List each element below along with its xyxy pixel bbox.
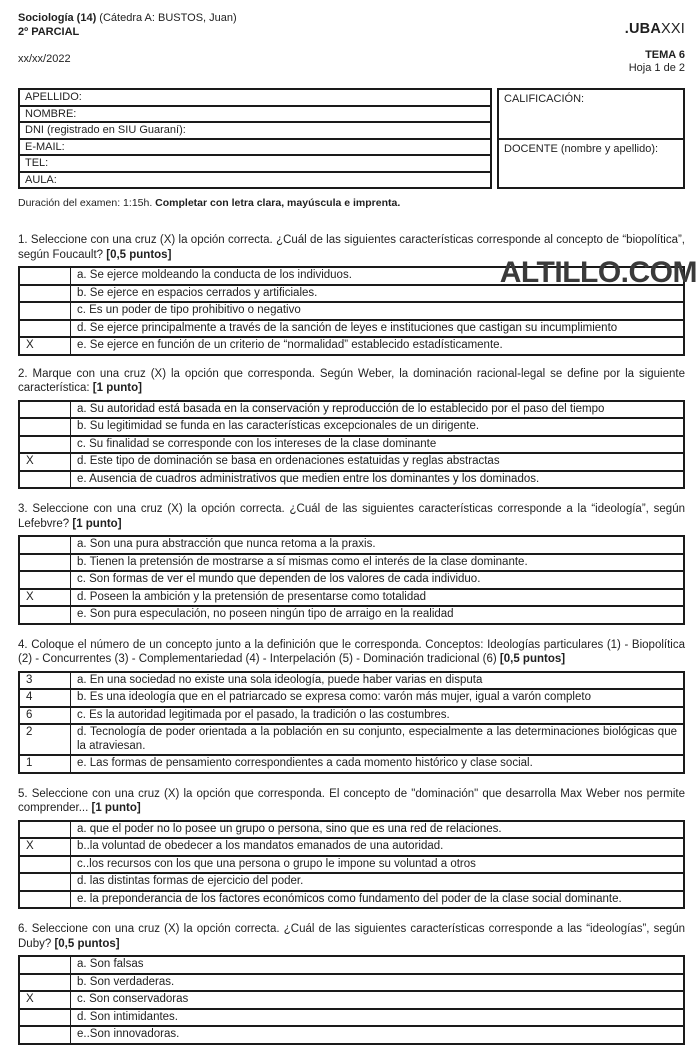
question-4-text: [18, 638, 685, 667]
mark-cell: [19, 606, 71, 624]
mark-cell: [19, 974, 71, 992]
answer-row: [19, 589, 684, 607]
header: [18, 12, 685, 75]
answer-row: [19, 554, 684, 572]
mark-cell: X: [19, 838, 71, 856]
mark-cell: [19, 571, 71, 589]
uba-xxi-logo: [625, 21, 685, 37]
question-6-answer-table: [18, 955, 685, 1045]
exam-type: 2º PARCIAL: [18, 25, 80, 38]
option-cell: d. Poseen la ambición y la pretensión de presentarse como totalidad: [71, 589, 685, 607]
answer-row: [19, 707, 684, 725]
answer-row: [19, 891, 684, 909]
option-cell: e..Son innovadoras.: [71, 1026, 685, 1044]
mark-cell: [19, 302, 71, 320]
option-cell: d. Tecnología de poder orientada a la población en su conjunto, especialmente a las determinaciones biológicas que la atraviesan.: [71, 724, 685, 755]
header-right: [625, 12, 685, 75]
option-cell: d. Este tipo de dominación se basa en ordenaciones estatuidas y reglas abstractas: [71, 453, 685, 471]
question-3-statement: 3. Seleccione con una cruz (X) la opción correcta. ¿Cuál de las siguientes características corresponde a la “ideología”, según Lefebvre?: [18, 503, 685, 530]
question-6-text: [18, 922, 685, 951]
answer-row: [19, 974, 684, 992]
answer-row: [19, 1009, 684, 1027]
exam-instructions: [18, 197, 685, 209]
answer-row: [19, 571, 684, 589]
question-1-points: [0,5 puntos]: [106, 248, 172, 261]
option-cell: a. Su autoridad está basada en la conservación y reproducción de lo establecido por el paso del tiempo: [71, 401, 685, 419]
answer-row: [19, 956, 684, 974]
answer-row: [19, 821, 684, 839]
option-cell: c. Es un poder de tipo prohibitivo o negativo: [71, 302, 685, 320]
docente-cell: DOCENTE (nombre y apellido):: [504, 142, 659, 155]
mark-cell: X: [19, 337, 71, 355]
answer-row: [19, 838, 684, 856]
question-2-points: [1 punto]: [92, 382, 142, 394]
answer-row: [19, 606, 684, 624]
mark-cell: [19, 418, 71, 436]
mark-cell: [19, 1009, 71, 1027]
mark-cell: X: [19, 453, 71, 471]
option-cell: c..los recursos con los que una persona o grupo le impone su voluntad a otros: [71, 856, 685, 874]
mark-cell: X: [19, 589, 71, 607]
option-cell: c. Es la autoridad legitimada por el pasado, la tradición o las costumbres.: [71, 707, 685, 725]
option-cell: e. la preponderancia de los factores económicos como fundamento del poder de la clase social dominante.: [71, 891, 685, 909]
mark-cell: [19, 1026, 71, 1044]
calificacion-cell: CALIFICACIÓN:: [499, 90, 683, 140]
mark-cell: [19, 873, 71, 891]
answer-row: [19, 755, 684, 773]
option-cell: c. Son formas de ver el mundo que dependen de los valores de cada individuo.: [71, 571, 685, 589]
option-cell: a. Se ejerce moldeando la conducta de los individuos.: [71, 267, 685, 285]
form-field-aula: AULA:: [25, 173, 57, 186]
exam-date: xx/xx/2022: [18, 53, 71, 65]
mark-cell: 1: [19, 755, 71, 773]
question-2-answer-table: [18, 400, 685, 490]
mark-cell: [19, 436, 71, 454]
mark-cell: [19, 320, 71, 338]
student-form-right: [497, 88, 685, 189]
option-cell: e. Son pura especulación, no poseen ningún tipo de arraigo en la realidad: [71, 606, 685, 624]
mark-cell: 4: [19, 689, 71, 707]
sheet-number: Hoja 1 de 2: [628, 62, 685, 74]
question-6-points: [0,5 puntos]: [54, 937, 120, 950]
option-cell: b. Su legitimidad se funda en las características excepcionales de un dirigente.: [71, 418, 685, 436]
answer-row: [19, 873, 684, 891]
option-cell: a. En una sociedad no existe una sola ideología, puede haber varias en disputa: [71, 672, 685, 690]
answer-row: [19, 418, 684, 436]
option-cell: d. Son intimidantes.: [71, 1009, 685, 1027]
mark-cell: [19, 891, 71, 909]
mark-cell: [19, 401, 71, 419]
mark-cell: [19, 267, 71, 285]
mark-cell: 6: [19, 707, 71, 725]
option-cell: a. que el poder no lo posee un grupo o persona, sino que es una red de relaciones.: [71, 821, 685, 839]
student-form-left: [18, 88, 492, 189]
question-4-points: [0,5 puntos]: [499, 653, 566, 665]
form-field-dni: DNI (registrado en SIU Guaraní):: [20, 123, 490, 140]
course-title: [18, 12, 237, 26]
answer-row: [19, 453, 684, 471]
uba-logo-bold: .UBA: [624, 21, 662, 37]
instructions-bold-note: Completar con letra clara, mayúscula e imprenta.: [155, 197, 401, 209]
option-cell: c. Su finalidad se corresponde con los intereses de la clase dominante: [71, 436, 685, 454]
option-cell: b. Se ejerce en espacios cerrados y artificiales.: [71, 285, 685, 303]
question-2-statement: 2. Marque con una cruz (X) la opción que corresponda. Según Weber, la dominación racional-legal se define por la siguiente característica:: [18, 367, 685, 394]
mark-cell: [19, 956, 71, 974]
form-field-nombre: NOMBRE:: [20, 107, 490, 124]
mark-cell: 2: [19, 724, 71, 755]
answer-row: [19, 302, 684, 320]
course-name: Sociología (14): [18, 12, 97, 24]
option-cell: a. Son falsas: [71, 956, 685, 974]
question-5-text: [18, 787, 685, 816]
answer-row: [19, 991, 684, 1009]
question-3-points: [1 punto]: [72, 517, 122, 530]
form-field-apellido: APELLIDO:: [20, 90, 490, 107]
course-chair: (Cátedra A: BUSTOS, Juan): [96, 12, 237, 24]
question-6-statement: 6. Seleccione con una cruz (X) la opción correcta. ¿Cuál de las siguientes características corresponde a las “ideologías”, según Duby?: [18, 923, 685, 950]
mark-cell: X: [19, 991, 71, 1009]
option-cell: e. Las formas de pensamiento correspondientes a cada momento histórico y clase social.: [71, 755, 685, 773]
option-cell: e. Se ejerce en función de un criterio de “normalidad” establecido estadísticamente.: [71, 337, 685, 355]
option-cell: a. Son una pura abstracción que nunca retoma a la praxis.: [71, 536, 685, 554]
tema-label: TEMA 6: [645, 49, 685, 61]
form-field-email: E-MAIL:: [20, 140, 490, 157]
student-form: [18, 88, 685, 189]
header-left: [18, 12, 237, 67]
form-field-tel: TEL:: [20, 156, 490, 173]
question-1-statement: 1. Seleccione con una cruz (X) la opción correcta. ¿Cuál de las siguientes características corresponde al concepto de “biopolítica”, según Foucault?: [18, 234, 685, 261]
mark-cell: [19, 536, 71, 554]
question-3-answer-table: [18, 535, 685, 625]
option-cell: d. Se ejerce principalmente a través de la sanción de leyes e instituciones que castigan su incumplimiento: [71, 320, 685, 338]
option-cell: b. Es una ideología que en el patriarcado se expresa como: varón más mujer, igual a varón completo: [71, 689, 685, 707]
option-cell: e. Ausencia de cuadros administrativos que medien entre los dominantes y los dominados.: [71, 471, 685, 489]
answer-row: [19, 471, 684, 489]
mark-cell: [19, 471, 71, 489]
question-3-text: [18, 502, 685, 531]
option-cell: b..la voluntad de obedecer a los mandatos emanados de una autoridad.: [71, 838, 685, 856]
answer-row: [19, 689, 684, 707]
question-2-text: [18, 367, 685, 396]
answer-row: [19, 536, 684, 554]
question-4-statement: 4. Coloque el número de un concepto junto a la definición que le corresponda. Conceptos: Ideologías particulares (1) - Biopolítica (2) - Concurrentes (3) - Complementariedad (4) - Interpelación (5) - Dominación tradicional (6): [18, 638, 685, 665]
answer-row: [19, 724, 684, 755]
option-cell: b. Son verdaderas.: [71, 974, 685, 992]
mark-cell: [19, 856, 71, 874]
uba-logo-light: XXI: [661, 21, 685, 37]
answer-row: [19, 320, 684, 338]
question-4-answer-table: [18, 671, 685, 774]
answer-row: [19, 856, 684, 874]
question-5-answer-table: [18, 820, 685, 910]
question-5-points: [1 punto]: [91, 802, 141, 814]
mark-cell: 3: [19, 672, 71, 690]
altillo-watermark: ALTILLO.COM: [499, 256, 697, 289]
question-5-statement: 5. Seleccione con una cruz (X) la opción que corresponda. El concepto de "dominación" que desarrolla Max Weber nos permite comprender...: [18, 787, 685, 814]
option-cell: c. Son conservadoras: [71, 991, 685, 1009]
mark-cell: [19, 821, 71, 839]
answer-row: [19, 1026, 684, 1044]
answer-row: [19, 401, 684, 419]
answer-row: [19, 436, 684, 454]
answer-row: [19, 337, 684, 355]
mark-cell: [19, 554, 71, 572]
duration-text: Duración del examen: 1:15h.: [18, 197, 156, 209]
option-cell: d. las distintas formas de ejercicio del poder.: [71, 873, 685, 891]
mark-cell: [19, 285, 71, 303]
answer-row: [19, 672, 684, 690]
option-cell: b. Tienen la pretensión de mostrarse a sí mismas como el interés de la clase dominante.: [71, 554, 685, 572]
